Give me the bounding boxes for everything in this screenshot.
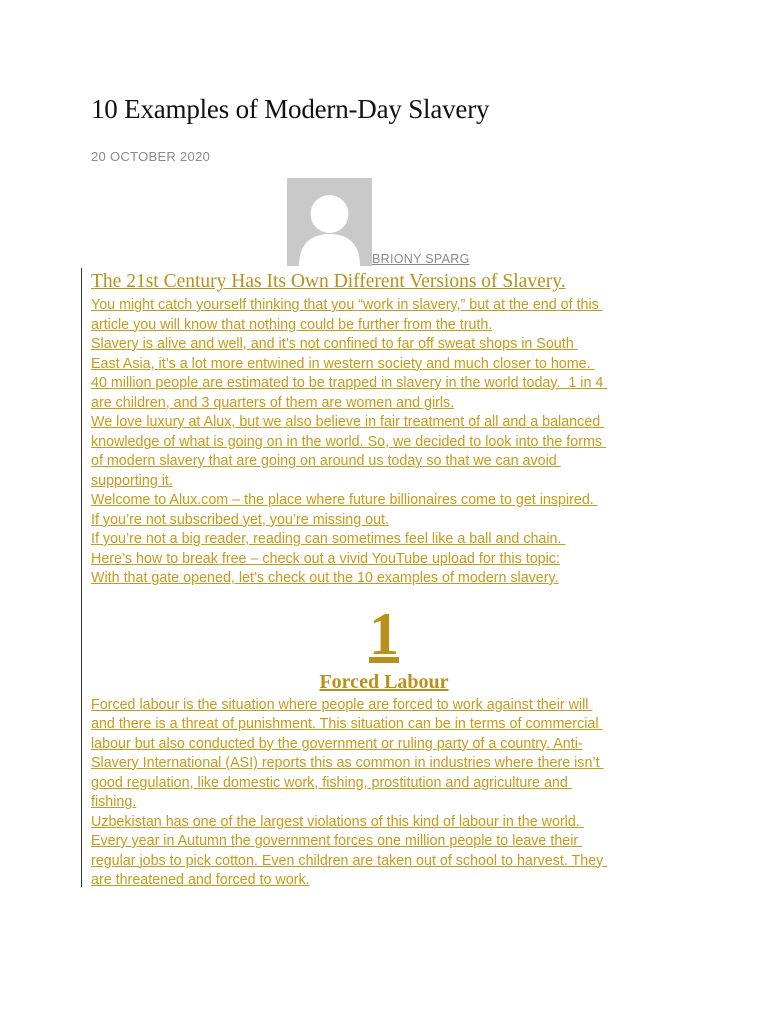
intro-line[interactable]: Welcome to Alux.com – the place where future billionaires come to get inspired. <box>91 492 598 508</box>
author-avatar-icon <box>287 178 372 266</box>
article-heading[interactable]: The 21st Century Has Its Own Different Versions of Slavery. <box>91 271 566 292</box>
intro-line[interactable]: knowledge of what is going on in the world. So, we decided to look into the forms <box>91 433 606 450</box>
section-number[interactable]: 1 <box>369 600 399 667</box>
section-line[interactable]: good regulation, like domestic work, fishing, prostitution and agriculture and <box>91 774 572 791</box>
section-line[interactable]: are threatened and forced to work. <box>91 872 310 888</box>
intro-line[interactable]: Slavery is alive and well, and it’s not confined to far off sweat shops in South <box>91 336 578 352</box>
intro-line[interactable]: East Asia, it’s a lot more entwined in western society and much closer to home. <box>91 355 595 372</box>
section-title[interactable]: Forced Labour <box>319 670 449 693</box>
intro-line[interactable]: If you’re not a big reader, reading can sometimes feel like a ball and chain. <box>91 531 566 547</box>
article-divider <box>81 268 82 887</box>
section-line[interactable]: Every year in Autumn the government forces one million people to leave their <box>91 833 583 849</box>
post-title: 10 Examples of Modern-Day Slavery <box>91 94 490 124</box>
intro-line[interactable]: supporting it. <box>91 472 173 489</box>
intro-line[interactable]: 40 million people are estimated to be trapped in slavery in the world today. 1 in 4 <box>91 375 608 391</box>
section-line[interactable]: Slavery International (ASI) reports this as common in industries where there isn’t <box>91 755 604 771</box>
intro-line[interactable]: With that gate opened, let’s check out the 10 examples of modern slavery. <box>91 570 559 586</box>
author-link[interactable]: BRIONY SPARG <box>372 252 470 266</box>
intro-line[interactable]: of modern slavery that are going on around us today so that we can avoid <box>91 453 561 469</box>
section-line[interactable]: labour but also conducted by the government or ruling party of a country. Anti- <box>91 735 583 752</box>
intro-line[interactable]: If you’re not subscribed yet, you’re missing out. <box>91 511 389 528</box>
intro-line[interactable]: Here’s how to break free – check out a vivid YouTube upload for this topic: <box>91 550 560 567</box>
intro-line[interactable]: We love luxury at Alux, but we also believe in fair treatment of all and a balanced <box>91 414 605 430</box>
section-line[interactable]: fishing. <box>91 794 137 810</box>
article-body <box>91 268 691 891</box>
intro-line[interactable]: are children, and 3 quarters of them are women and girls. <box>91 394 455 411</box>
section-line[interactable]: regular jobs to pick cotton. Even children are taken out of school to harvest. They <box>91 852 608 869</box>
post-date: 20 OCTOBER 2020 <box>91 149 211 164</box>
section-line[interactable]: and there is a threat of punishment. This situation can be in terms of commercial <box>91 716 603 732</box>
intro-paragraph <box>91 296 691 589</box>
section-line[interactable]: Uzbekistan has one of the largest violations of this kind of labour in the world. <box>91 813 584 830</box>
intro-line[interactable]: article you will know that nothing could be further from the truth. <box>91 316 493 333</box>
intro-line[interactable]: You might catch yourself thinking that you “work in slavery,” but at the end of this <box>91 297 603 313</box>
section-line[interactable]: Forced labour is the situation where people are forced to work against their will <box>91 696 593 713</box>
section-paragraph <box>91 696 691 891</box>
